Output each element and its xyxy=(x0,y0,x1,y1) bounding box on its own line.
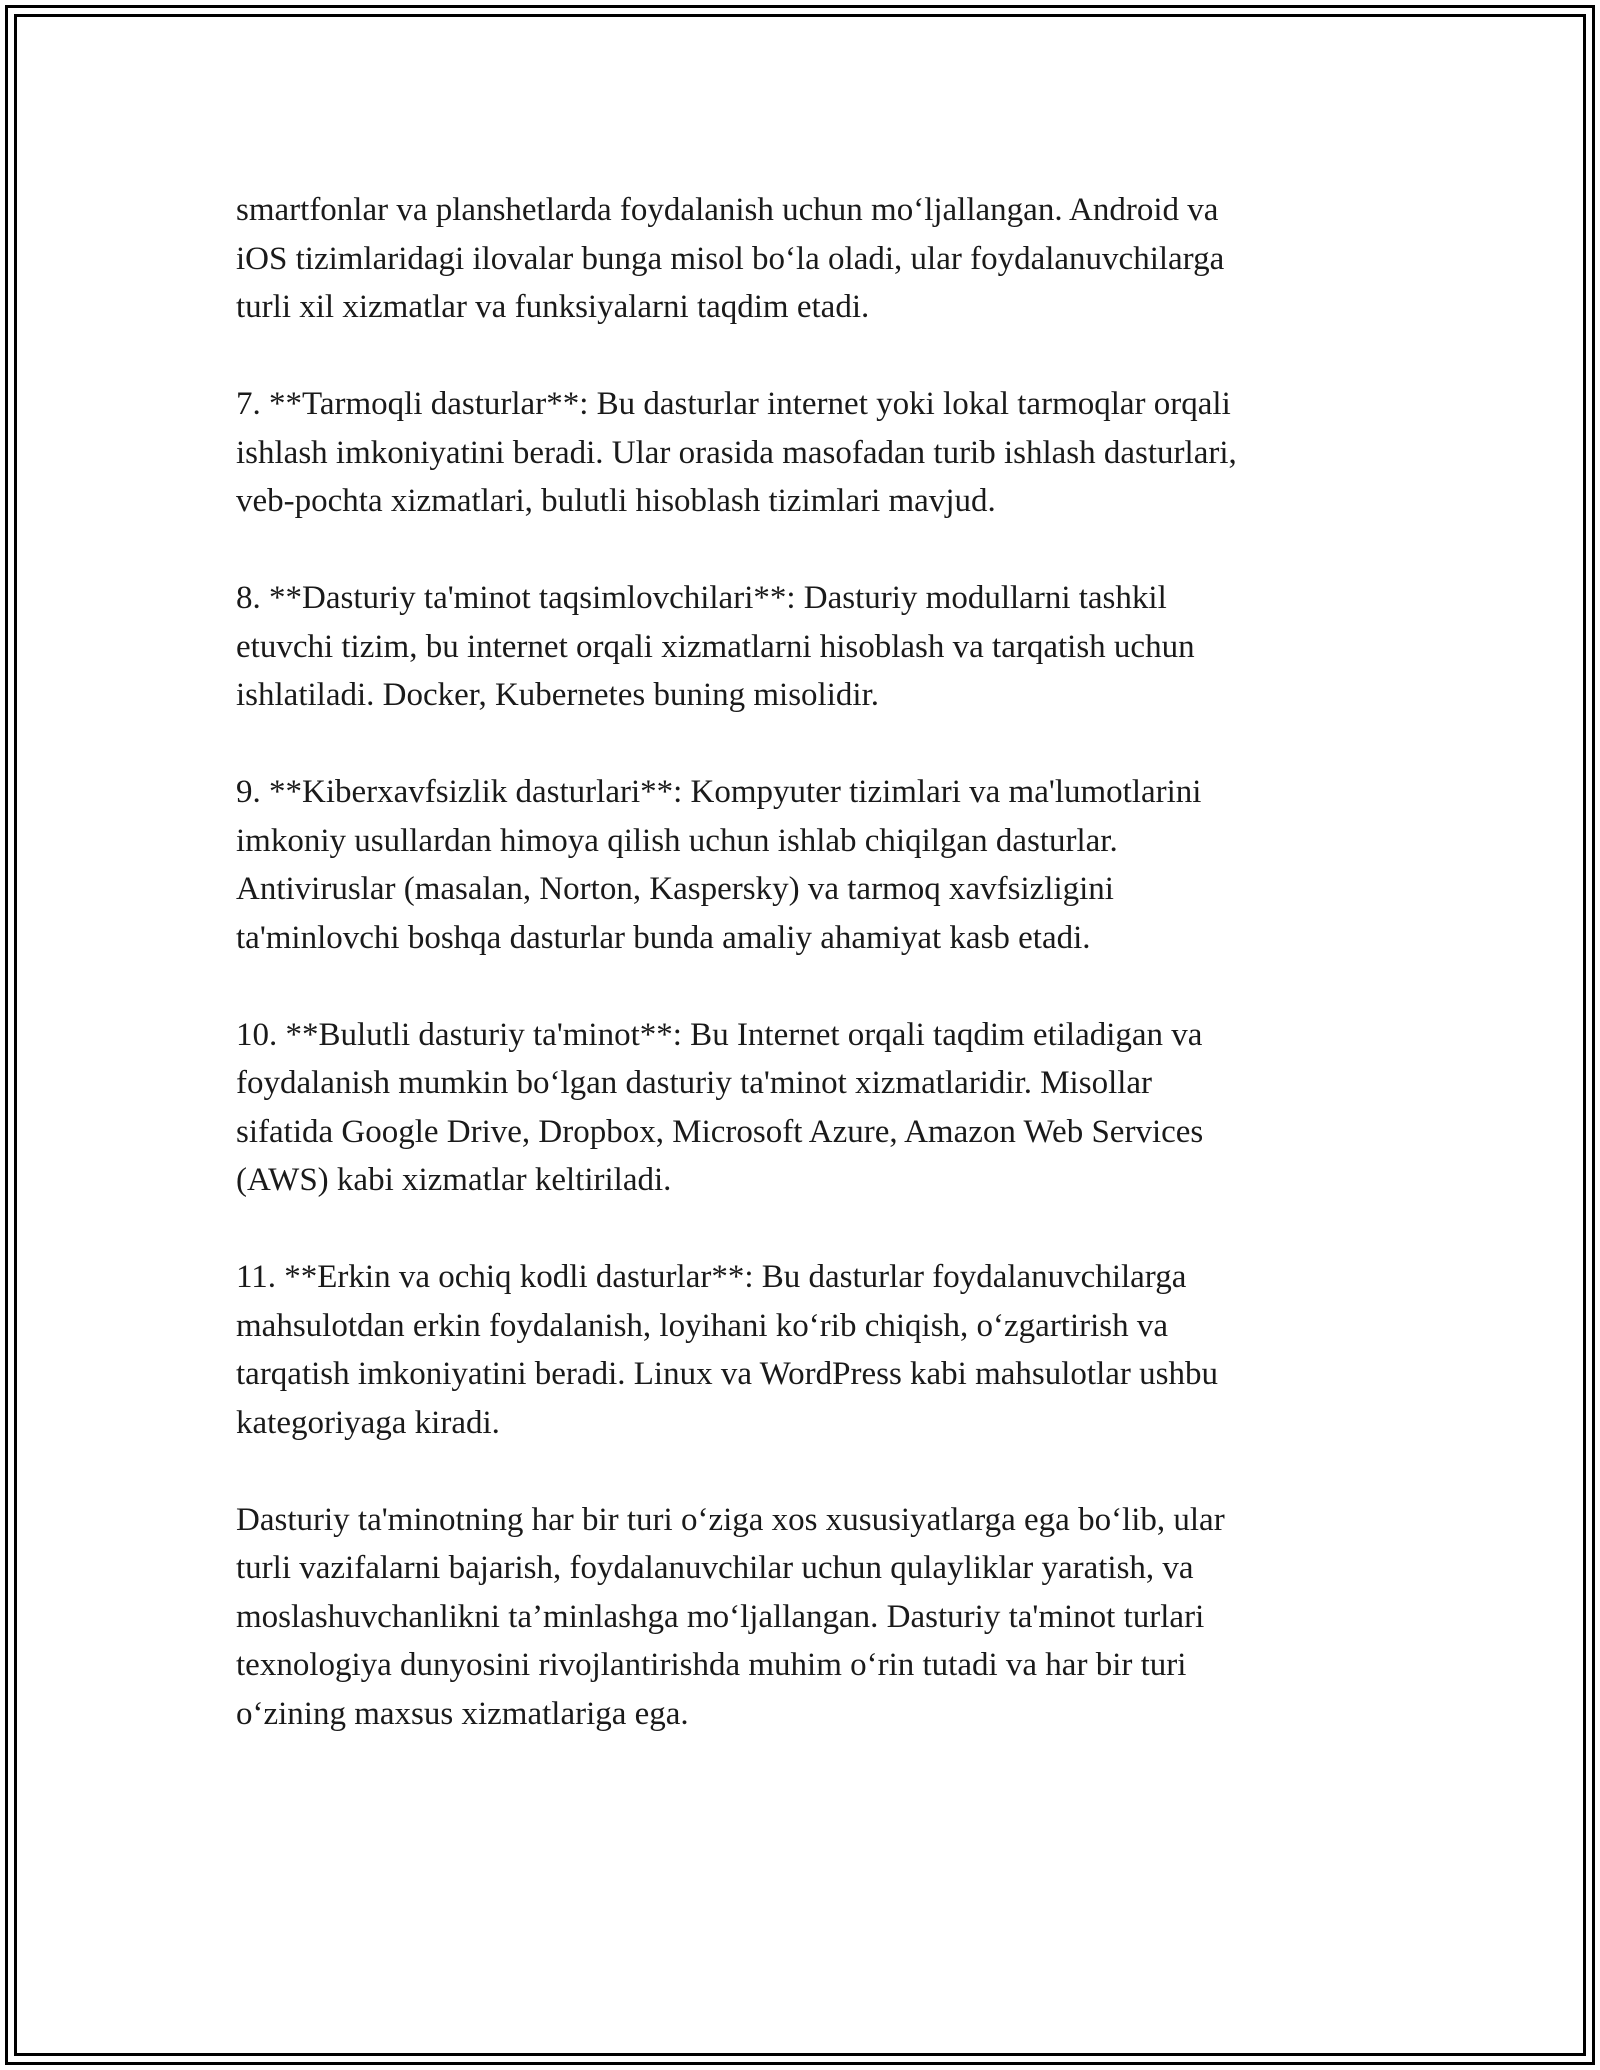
paragraph-item-9: 9. **Kiberxavfsizlik dasturlari**: Kompyuter tizimlari va ma'lumotlarini imkoniy usullardan himoya qilish uchun ishlab chiqilgan dasturlar. Antiviruslar (masalan, Norton, Kaspersky) va tarmoq xavfsizligini ta'minlovchi boshqa dasturlar bunda amaliy ahamiyat kasb etadi. xyxy=(236,774,1202,956)
paragraph-intro-continuation: smartfonlar va planshetlarda foydalanish uchun mo‘ljallangan. Android va iOS tizimlaridagi ilovalar bunga misol bo‘la oladi, ular foydalanuvchilarga turli xil xizmatlar va funksiyalarni taqdim etadi. xyxy=(236,192,1225,325)
paragraph-item-8: 8. **Dasturiy ta'minot taqsimlovchilari**: Dasturiy modullarni tashkil etuvchi tizim, bu internet orqali xizmatlarni hisoblash va tarqatish uchun ishlatiladi. Docker, Kubernetes buning misolidir. xyxy=(236,580,1195,713)
document-body xyxy=(236,186,1366,1787)
paragraph-item-10: 10. **Bulutli dasturiy ta'minot**: Bu Internet orqali taqdim etiladigan va foydalanish mumkin bo‘lgan dasturiy ta'minot xizmatlaridir. Misollar sifatida Google Drive, Dropbox, Microsoft Azure, Amazon Web Services (AWS) kabi xizmatlar keltiriladi. xyxy=(236,1016,1204,1198)
paragraph-item-11: 11. **Erkin va ochiq kodli dasturlar**: Bu dasturlar foydalanuvchilarga mahsulotdan erkin foydalanish, loyihani ko‘rib chiqish, o‘zgartirish va tarqatish imkoniyatini beradi. Linux va WordPress kabi mahsulotlar ushbu kategoriyaga kiradi. xyxy=(236,1259,1218,1441)
paragraph-item-7: 7. **Tarmoqli dasturlar**: Bu dasturlar internet yoki lokal tarmoqlar orqali ishlash imkoniyatini beradi. Ular orasida masofadan turib ishlash dasturlari, veb-pochta xizmatlari, bulutli hisoblash tizimlari mavjud. xyxy=(236,386,1237,519)
paragraph-conclusion: Dasturiy ta'minotning har bir turi o‘ziga xos xususiyatlarga ega bo‘lib, ular turli vazifalarni bajarish, foydalanuvchilar uchun qulayliklar yaratish, va moslashuvchanlikni ta’minlashga mo‘ljallangan. Dasturiy ta'minot turlari texnologiya dunyosini rivojlantirishda muhim o‘rin tutadi va har bir turi o‘zining maxsus xizmatlariga ega. xyxy=(236,1501,1225,1732)
